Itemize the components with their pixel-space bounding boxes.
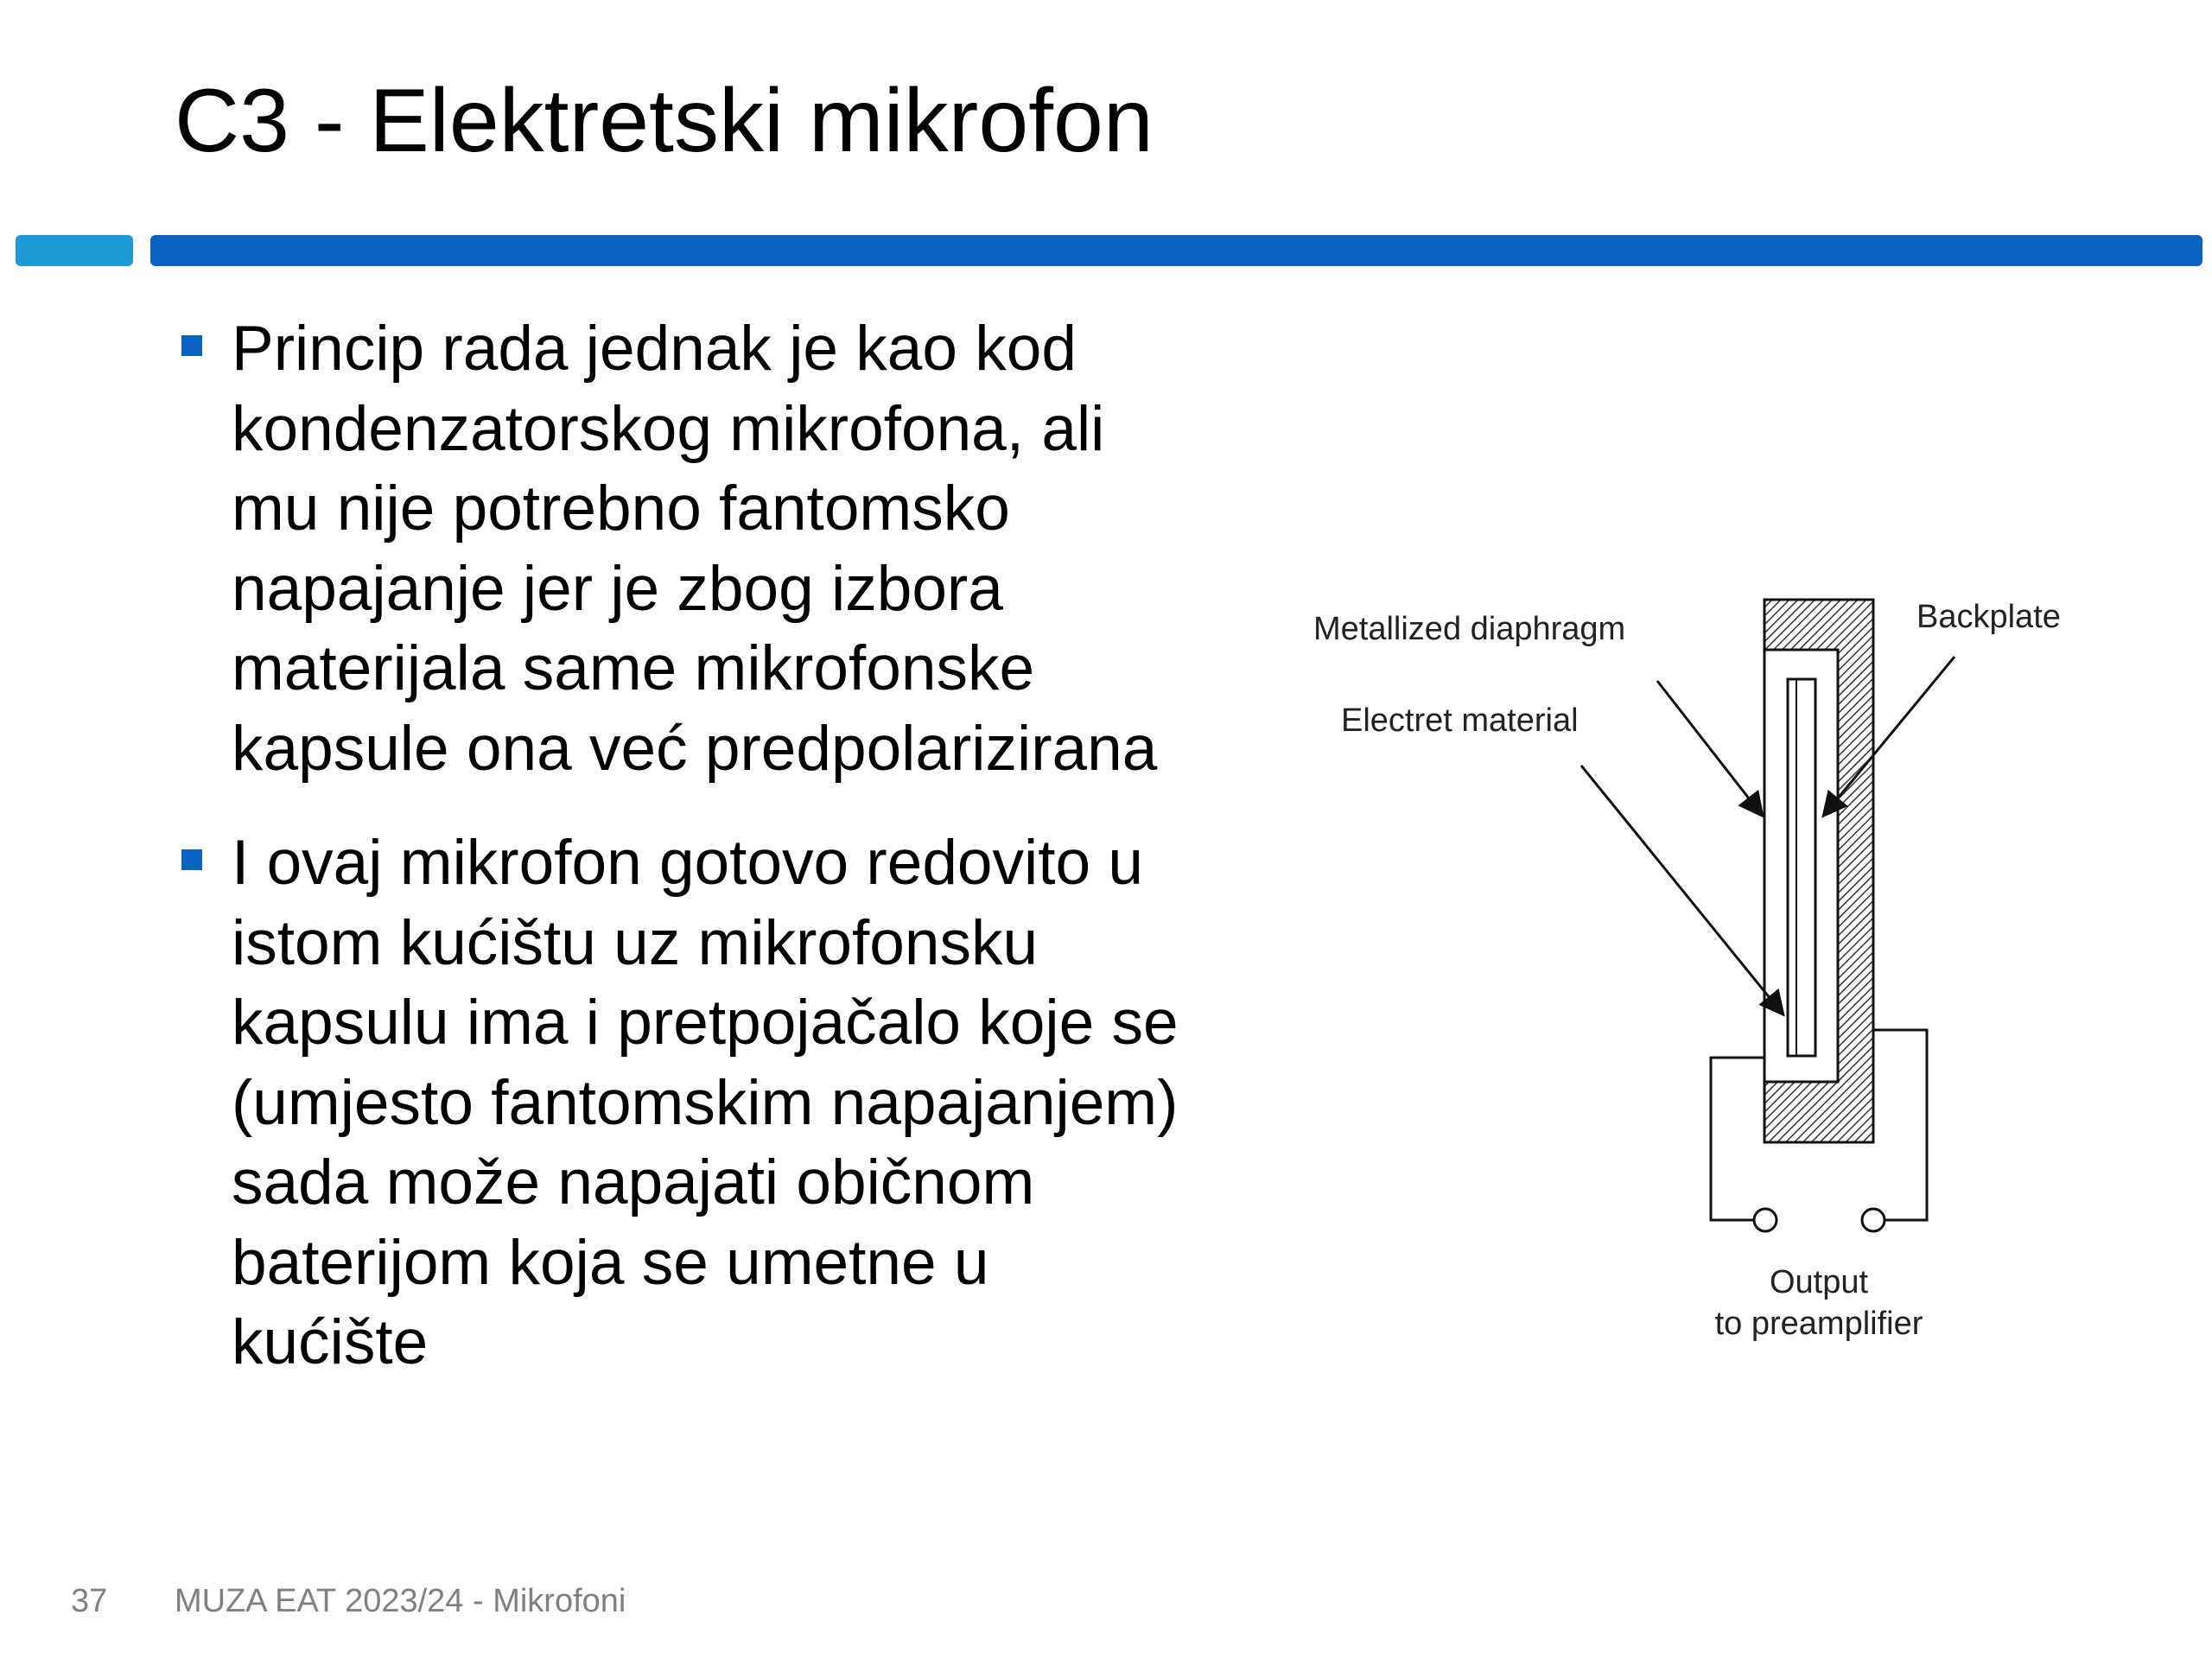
bullet-square-icon: [181, 335, 202, 356]
label-electret-material: Electret material: [1341, 702, 1579, 739]
output-terminal-right: [1862, 1209, 1885, 1231]
bullet-item: [178, 823, 1284, 1383]
footer-page-number: 37: [71, 1583, 108, 1619]
label-metallized-diaphragm: Metallized diaphragm: [1313, 611, 1626, 647]
title-accent-bar-short: [16, 235, 133, 266]
bullet-square-icon: [181, 849, 202, 870]
output-wire-left: [1711, 1058, 1764, 1220]
footer-text: MUZA EAT 2023/24 - Mikrofoni: [175, 1583, 626, 1619]
backplate-strip: [1788, 679, 1815, 1056]
output-wire-right: [1873, 1030, 1927, 1220]
bullet-text: I ovaj mikrofon gotovo redovito u istom kućištu uz mikrofonsku kapsulu ima i pretpojačalo koje se (umjesto fantomskim napajanjem) sada može napajati običnom baterijom koja se umetne u kućište: [232, 828, 1179, 1377]
label-backplate: Backplate: [1916, 599, 2061, 635]
electret-microphone-diagram: [1296, 570, 2108, 1391]
bullet-item: [178, 309, 1284, 789]
bullet-text: Princip rada jednak je kao kod kondenzatorskog mikrofona, ali mu nije potrebno fantomsko napajanje jer je zbog izbora materijala same mikrofonske kapsule ona već predpolarizirana: [232, 314, 1158, 784]
bullet-list: [178, 309, 1284, 1418]
label-output: Output: [1769, 1264, 1869, 1300]
arrow-metallized-diaphragm: [1657, 681, 1761, 814]
label-to-preamplifier: to preamplifier: [1714, 1306, 1923, 1342]
output-terminal-left: [1754, 1209, 1777, 1231]
title-accent-bar-long: [150, 235, 2202, 266]
slide-title: C3 - Elektretski mikrofon: [175, 71, 1154, 171]
